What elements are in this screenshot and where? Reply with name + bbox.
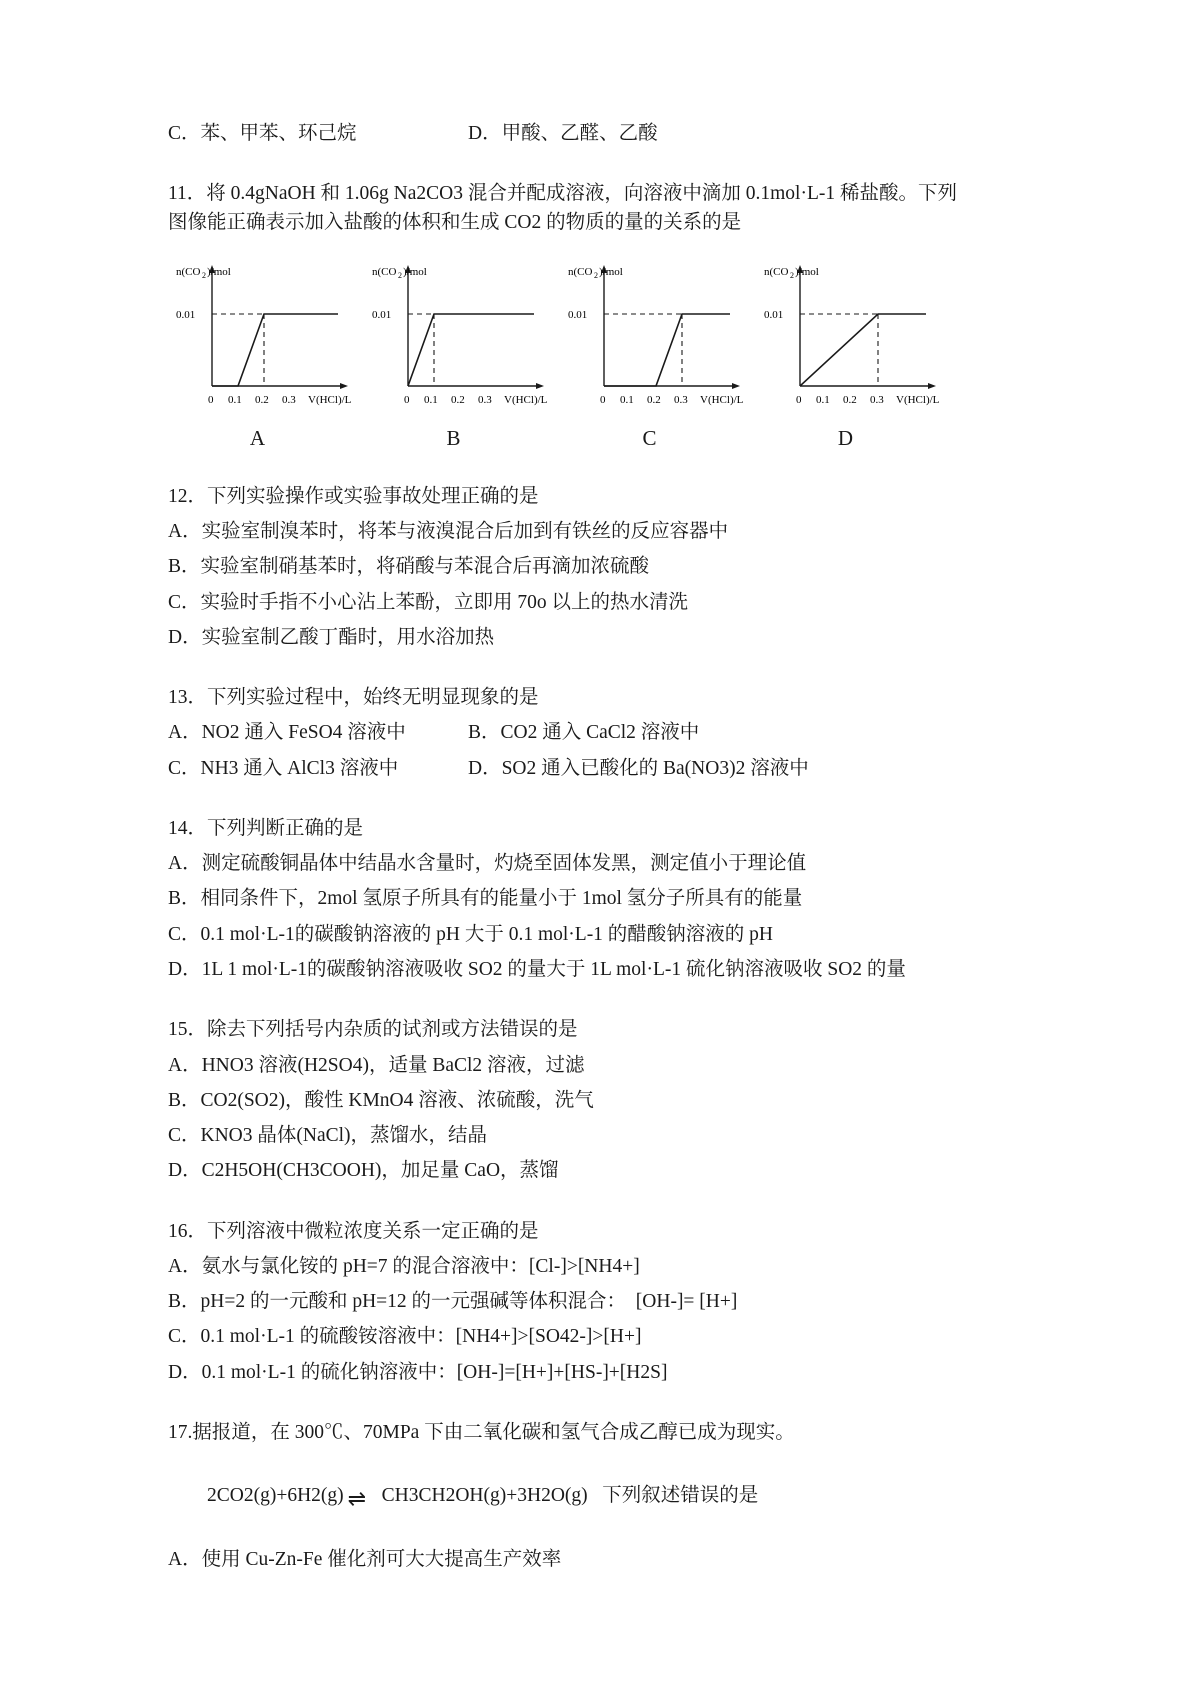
question-13-option-c: C．NH3 通入 AlCl3 溶液中 <box>168 757 399 779</box>
graph-c <box>552 253 748 451</box>
question-16-option-d: D．0.1 mol·L-1 的硫化钠溶液中：[OH-]=[H+]+[HS-]+[H2S] <box>168 1361 668 1383</box>
equation-tail: 下列叙述错误的是 <box>602 1485 759 1507</box>
question-17-option-a: A．使用 Cu-Zn-Fe 催化剂可大大提高生产效率 <box>168 1548 562 1570</box>
graph-d-label: D <box>837 425 855 450</box>
graph-a-label: A <box>249 425 267 450</box>
question-11-graph-set <box>160 253 1048 451</box>
svg-text:0.1: 0.1 <box>228 393 242 406</box>
svg-text:)/mol: )/mol <box>403 265 427 278</box>
equation-left: 2CO2(g)+6H2(g) <box>207 1485 344 1507</box>
option-d: D．甲酸、乙醛、乙酸 <box>468 123 658 144</box>
svg-text:0.01: 0.01 <box>764 308 784 321</box>
page-content <box>168 120 1048 1580</box>
svg-text:2: 2 <box>790 270 794 280</box>
question-14 <box>168 815 1048 984</box>
question-15-option-b: B．CO2(SO2)，酸性 KMnO4 溶液、浓硫酸，洗气 <box>168 1089 594 1111</box>
graph-a <box>160 253 356 451</box>
question-16-option-b: B．pH=2 的一元酸和 pH=12 的一元强碱等体积混合： [OH-]= [H+] <box>168 1291 738 1313</box>
equation-right: CH3CH2OH(g)+3H2O(g) <box>381 1485 588 1507</box>
question-12-option-b: B．实验室制硝基苯时，将硝酸与苯混合后再滴加浓硫酸 <box>168 556 650 578</box>
question-13-option-a: A．NO2 通入 FeSO4 溶液中 <box>168 722 406 744</box>
graph-d-svg <box>748 253 944 418</box>
svg-text:V(HCl)/L: V(HCl)/L <box>700 393 744 406</box>
svg-text:0.01: 0.01 <box>568 308 588 321</box>
question-15-stem: 15．除去下列括号内杂质的试剂或方法错误的是 <box>168 1019 578 1041</box>
svg-text:0.2: 0.2 <box>647 393 661 406</box>
svg-text:0: 0 <box>796 393 802 406</box>
svg-text:2: 2 <box>594 270 598 280</box>
question-13-option-d: D．SO2 通入已酸化的 Ba(NO3)2 溶液中 <box>468 757 809 779</box>
svg-text:0.01: 0.01 <box>372 308 392 321</box>
question-13-options-row2 <box>168 755 1048 783</box>
svg-text:0.3: 0.3 <box>870 393 884 406</box>
question-14-option-d: D．1L 1 mol·L-1的碳酸钠溶液吸收 SO2 的量大于 1L mol·L-1 硫化钠溶液吸收 SO2 的量 <box>168 958 906 980</box>
svg-text:2: 2 <box>398 270 402 280</box>
question-16-option-c: C．0.1 mol·L-1 的硫酸铵溶液中：[NH4+]>[SO42-]>[H+] <box>168 1326 642 1348</box>
svg-text:0: 0 <box>600 393 606 406</box>
question-13-option-b: B．CO2 通入 CaCl2 溶液中 <box>468 722 700 744</box>
graph-a-svg <box>160 253 356 418</box>
question-11-stem-line2: 图像能正确表示加入盐酸的体积和生成 CO2 的物质的量的关系的是 <box>168 211 742 233</box>
graph-b-label: B <box>446 425 462 450</box>
question-14-option-a: A．测定硫酸铜晶体中结晶水含量时，灼烧至固体发黑，测定值小于理论值 <box>168 853 807 875</box>
svg-text:V(HCl)/L: V(HCl)/L <box>896 393 940 406</box>
question-14-option-c: C．0.1 mol·L-1的碳酸钠溶液的 pH 大于 0.1 mol·L-1 的醋酸钠溶液的 pH <box>168 923 774 945</box>
svg-text:V(HCl)/L: V(HCl)/L <box>504 393 548 406</box>
graph-c-svg <box>552 253 748 418</box>
question-17-stem: 17.据报道，在 300℃、70MPa 下由二氧化碳和氢气合成乙醇已成为现实。 <box>168 1421 795 1443</box>
svg-text:0.2: 0.2 <box>843 393 857 406</box>
question-15-option-a: A．HNO3 溶液(H2SO4)，适量 BaCl2 溶液，过滤 <box>168 1054 585 1076</box>
svg-text:0.2: 0.2 <box>451 393 465 406</box>
svg-text:n(CO: n(CO <box>568 265 593 278</box>
svg-text:)/mol: )/mol <box>795 265 819 278</box>
question-17 <box>168 1419 1048 1574</box>
graph-b-svg <box>356 253 552 418</box>
svg-text:0.1: 0.1 <box>816 393 830 406</box>
svg-text:0.2: 0.2 <box>255 393 269 406</box>
svg-text:0.01: 0.01 <box>176 308 196 321</box>
svg-text:0: 0 <box>404 393 410 406</box>
graph-c-label: C <box>642 425 658 450</box>
question-12-option-a: A．实验室制溴苯时，将苯与液溴混合后加到有铁丝的反应容器中 <box>168 521 729 543</box>
svg-text:n(CO: n(CO <box>176 265 201 278</box>
question-16 <box>168 1218 1048 1387</box>
question-15-option-d: D．C2H5OH(CH3COOH)，加足量 CaO，蒸馏 <box>168 1160 559 1182</box>
question-12-option-c: C．实验时手指不小心沾上苯酚，立即用 70o 以上的热水清洗 <box>168 591 689 613</box>
equilibrium-arrow-icon <box>344 1487 382 1507</box>
svg-text:n(CO: n(CO <box>372 265 397 278</box>
question-15-option-c: C．KNO3 晶体(NaCl)，蒸馏水，结晶 <box>168 1125 488 1147</box>
svg-text:)/mol: )/mol <box>207 265 231 278</box>
graph-b <box>356 253 552 451</box>
question-16-option-a: A．氨水与氯化铵的 pH=7 的混合溶液中：[Cl-]>[NH4+] <box>168 1255 640 1277</box>
question-12 <box>168 483 1048 652</box>
question-14-stem: 14．下列判断正确的是 <box>168 817 364 839</box>
question-16-stem: 16．下列溶液中微粒浓度关系一定正确的是 <box>168 1220 539 1242</box>
svg-text:0.3: 0.3 <box>282 393 296 406</box>
question-10-trailing-options <box>168 120 1048 148</box>
svg-text:n(CO: n(CO <box>764 265 789 278</box>
question-13-stem: 13．下列实验过程中，始终无明显现象的是 <box>168 687 539 709</box>
question-14-option-b: B．相同条件下，2mol 氢原子所具有的能量小于 1mol 氢分子所具有的能量 <box>168 888 803 910</box>
svg-text:2: 2 <box>202 270 206 280</box>
svg-text:0.3: 0.3 <box>478 393 492 406</box>
graph-d <box>748 253 944 451</box>
option-c: C．苯、甲苯、环己烷 <box>168 123 357 144</box>
svg-text:0.1: 0.1 <box>620 393 634 406</box>
question-11 <box>168 180 1048 451</box>
svg-text:0.3: 0.3 <box>674 393 688 406</box>
question-17-equation <box>168 1454 1048 1539</box>
svg-text:V(HCl)/L: V(HCl)/L <box>308 393 352 406</box>
question-11-stem-line1: 11．将 0.4gNaOH 和 1.06g Na2CO3 混合并配成溶液，向溶液中滴加 0.1mol·L-1 稀盐酸。下列 <box>168 183 957 205</box>
question-12-option-d: D．实验室制乙酸丁酯时，用水浴加热 <box>168 626 495 648</box>
question-12-stem: 12．下列实验操作或实验事故处理正确的是 <box>168 485 539 507</box>
svg-text:0: 0 <box>208 393 214 406</box>
question-13 <box>168 684 1048 783</box>
svg-text:0.1: 0.1 <box>424 393 438 406</box>
question-15 <box>168 1016 1048 1185</box>
svg-text:)/mol: )/mol <box>599 265 623 278</box>
question-13-options-row1 <box>168 719 1048 747</box>
